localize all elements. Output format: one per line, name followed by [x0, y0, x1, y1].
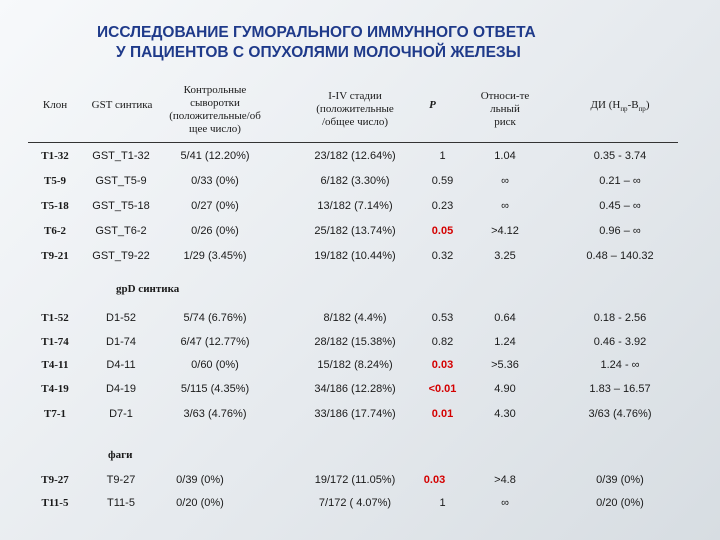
library-cell: T9-27	[106, 474, 136, 486]
ci-cell: 3/63 (4.76%)	[588, 408, 652, 420]
risk-cell: ∞	[501, 200, 509, 212]
control-cell: 1/29 (3.45%)	[183, 250, 247, 262]
stages-cell: 13/182 (7.14%)	[317, 200, 393, 212]
table-row	[0, 175, 720, 191]
header-stages-line: /общее число)	[321, 116, 389, 128]
header-control-line: Контрольные	[183, 84, 247, 96]
ci-sub: пр	[638, 105, 646, 114]
ci-text: -В	[627, 99, 639, 111]
clone-cell: T6-2	[44, 225, 66, 237]
control-cell: 6/47 (12.77%)	[180, 336, 250, 348]
ci-cell: 0.46 - 3.92	[593, 336, 647, 348]
stages-cell: 7/172 ( 4.07%)	[318, 497, 392, 509]
control-cell: 0/26 (0%)	[191, 225, 239, 237]
p-value-cell: 0.05	[431, 225, 454, 237]
control-cell: 0/33 (0%)	[191, 175, 239, 187]
risk-cell: ∞	[501, 497, 509, 509]
title-line-2: У ПАЦИЕНТОВ С ОПУХОЛЯМИ МОЛОЧНОЙ ЖЕЛЕЗЫ	[116, 44, 521, 61]
ci-cell: 1.24 - ∞	[600, 359, 640, 371]
ci-cell: 0.45 – ∞	[599, 200, 641, 212]
control-cell: 3/63 (4.76%)	[183, 408, 247, 420]
p-value-cell: 0.23	[431, 200, 454, 212]
table-row	[0, 150, 720, 166]
ci-cell: 0/20 (0%)	[596, 497, 644, 509]
library-cell: GST_T9-22	[92, 250, 150, 262]
clone-cell: T9-21	[41, 250, 69, 262]
header-control	[165, 84, 265, 136]
header-control-line: (положительные/об	[169, 110, 261, 122]
clone-cell: T4-19	[41, 383, 69, 395]
library-cell: T11-5	[107, 497, 135, 509]
control-cell: 0/27 (0%)	[191, 200, 239, 212]
library-cell: GST_T5-9	[95, 175, 147, 187]
table-row	[0, 200, 720, 216]
clone-cell: T4-11	[41, 359, 69, 371]
header-risk-line: льный	[490, 103, 520, 115]
risk-cell: 0.64	[494, 312, 516, 324]
clone-cell: T1-74	[41, 336, 69, 348]
p-value-cell: <0.01	[428, 383, 457, 395]
stages-cell: 33/186 (17.74%)	[314, 408, 396, 420]
ci-cell: 0.21 – ∞	[599, 175, 641, 187]
stages-cell: 23/182 (12.64%)	[314, 150, 396, 162]
header-clone: Клон	[42, 99, 68, 111]
risk-cell: 3.25	[494, 250, 516, 262]
p-value-cell: 0.53	[431, 312, 454, 324]
library-cell: D4-11	[106, 359, 136, 371]
library-cell: GST_T5-18	[92, 200, 150, 212]
library-cell: D4-19	[106, 383, 136, 395]
risk-cell: 4.30	[494, 408, 516, 420]
risk-cell: 1.24	[494, 336, 516, 348]
ci-cell: 0.35 - 3.74	[593, 150, 647, 162]
ci-cell: 0.18 - 2.56	[593, 312, 647, 324]
clone-cell: T7-1	[44, 408, 66, 420]
clone-cell: T1-32	[41, 150, 69, 162]
ci-sub: пр	[620, 105, 628, 114]
stages-cell: 6/182 (3.30%)	[320, 175, 390, 187]
stages-cell: 28/182 (15.38%)	[314, 336, 396, 348]
risk-cell: >4.12	[491, 225, 519, 237]
risk-cell: ∞	[501, 175, 509, 187]
p-value-cell: 0.32	[431, 250, 454, 262]
table-row	[0, 474, 720, 490]
risk-cell: >4.8	[494, 474, 516, 486]
control-cell: 5/74 (6.76%)	[183, 312, 247, 324]
stages-cell: 34/186 (12.28%)	[314, 383, 396, 395]
risk-cell: 1.04	[494, 150, 516, 162]
header-ci	[565, 99, 675, 116]
clone-cell: T5-18	[41, 200, 69, 212]
table-row	[0, 497, 720, 513]
library-cell: D1-52	[106, 312, 136, 324]
stages-cell: 15/182 (8.24%)	[317, 359, 393, 371]
risk-cell: >5.36	[491, 359, 519, 371]
header-risk-line: Относи-те	[480, 90, 530, 102]
clone-cell: T1-52	[41, 312, 69, 324]
table-row	[0, 408, 720, 424]
library-cell: D7-1	[109, 408, 133, 420]
ci-cell: 0/39 (0%)	[596, 474, 644, 486]
section-gpd-label: gpD синтика	[116, 283, 180, 295]
ci-cell: 0.48 – 140.32	[586, 250, 654, 262]
table-row	[0, 312, 720, 328]
header-control-line: щее число)	[189, 123, 241, 135]
section-phage-label: фаги	[108, 449, 133, 461]
header-risk-line: риск	[494, 116, 516, 128]
stages-cell: 19/182 (10.44%)	[314, 250, 396, 262]
p-value-cell: 0.01	[431, 408, 454, 420]
header-stages	[295, 90, 415, 129]
header-stages-line: I-IV стадии	[328, 90, 382, 102]
header-gst: GST синтика	[91, 99, 153, 111]
control-cell: 5/115 (4.35%)	[180, 383, 250, 395]
p-value-cell: 1	[439, 497, 446, 509]
control-cell: 0/39 (0%)	[176, 474, 224, 486]
p-value-cell: 1	[439, 150, 446, 162]
library-cell: D1-74	[106, 336, 136, 348]
title-line-1: ИССЛЕДОВАНИЕ ГУМОРАЛЬНОГО ИММУННОГО ОТВЕТА	[97, 24, 536, 41]
header-p: P	[429, 99, 436, 111]
stages-cell: 19/172 (11.05%)	[314, 474, 396, 486]
ci-cell: 1.83 – 16.57	[589, 383, 651, 395]
ci-text: )	[645, 99, 650, 111]
control-cell: 5/41 (12.20%)	[180, 150, 250, 162]
p-value-cell: 0.59	[431, 175, 454, 187]
table-row	[0, 359, 720, 375]
clone-cell: T5-9	[44, 175, 66, 187]
control-cell: 0/60 (0%)	[191, 359, 239, 371]
table-row	[0, 225, 720, 241]
risk-cell: 4.90	[494, 383, 516, 395]
control-cell: 0/20 (0%)	[176, 497, 224, 509]
stages-cell: 25/182 (13.74%)	[314, 225, 396, 237]
clone-cell: T11-5	[41, 497, 69, 509]
stages-cell: 8/182 (4.4%)	[323, 312, 387, 324]
p-value-cell: 0.03	[431, 359, 454, 371]
p-value-cell: 0.03	[423, 474, 446, 486]
table-row	[0, 336, 720, 352]
header-divider	[28, 142, 678, 143]
table-row	[0, 250, 720, 266]
p-value-cell: 0.82	[431, 336, 454, 348]
library-cell: GST_T1-32	[92, 150, 150, 162]
header-stages-line: (положительные	[316, 103, 394, 115]
table-row	[0, 383, 720, 399]
ci-cell: 0.96 – ∞	[599, 225, 641, 237]
ci-text: ДИ (Н	[590, 99, 621, 111]
clone-cell: T9-27	[41, 474, 69, 486]
header-control-line: сыворотки	[190, 97, 240, 109]
library-cell: GST_T6-2	[95, 225, 147, 237]
header-risk	[470, 90, 540, 129]
